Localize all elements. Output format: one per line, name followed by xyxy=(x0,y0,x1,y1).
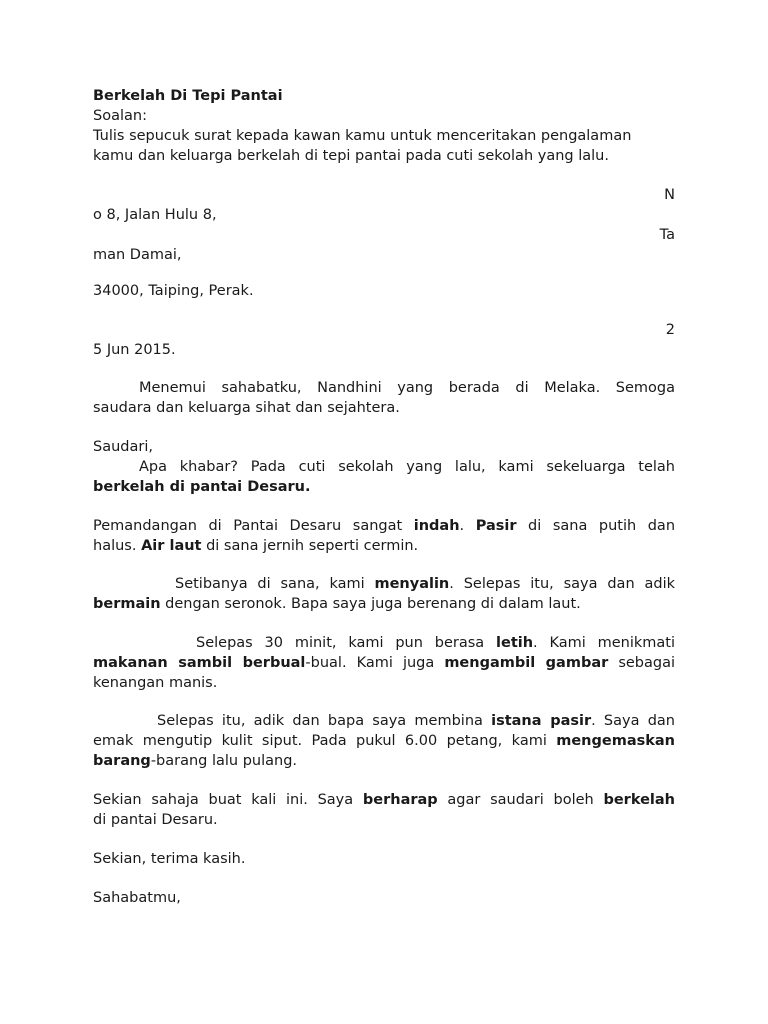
greeting-line-1: Menemui sahabatku, Nandhini yang berada di Melaka. Semoga xyxy=(139,380,675,396)
para2-text-d: di sana putih dan xyxy=(516,518,676,534)
address-fragment-right-1: N xyxy=(664,187,675,203)
para4-bold-letih: letih xyxy=(496,635,534,651)
para2-text-e: halus. xyxy=(93,538,142,554)
para2-bold-air-laut: Air laut xyxy=(141,538,202,554)
para1-line-2: berkelah di pantai Desaru. xyxy=(93,479,311,495)
para5-line-2 xyxy=(93,731,675,751)
para3-line-2 xyxy=(93,594,675,614)
para2-line-2 xyxy=(93,536,675,556)
para4-bold-mengambil-gambar: mengambil gambar xyxy=(444,655,609,671)
para6-bold-berkelah: berkelah xyxy=(603,792,675,808)
para4-text-d: -bual. Kami juga xyxy=(305,655,445,671)
para5-text-e: -barang lalu pulang. xyxy=(150,753,298,769)
para6-text-a: Sekian sahaja buat kali ini. Saya xyxy=(93,792,363,808)
para2-bold-pasir: Pasir xyxy=(475,518,517,534)
para3-text-a: Setibanya di sana, kami xyxy=(175,576,375,592)
para4-bold-makanan: makanan sambil berbual xyxy=(93,655,306,671)
para4-text-c: . Kami menikmati xyxy=(533,635,675,651)
para5-text-d: emak mengutip kulit siput. Pada pukul 6.00 petang, kami xyxy=(93,733,557,749)
document-title: Berkelah Di Tepi Pantai xyxy=(93,88,283,104)
address-line-1: o 8, Jalan Hulu 8, xyxy=(93,207,217,223)
closing-line: Sekian, terima kasih. xyxy=(93,851,246,867)
para5-bold-mengemaskan: mengemaskan xyxy=(556,733,675,749)
para3-text-d: dengan seronok. Bapa saya juga berenang di dalam laut. xyxy=(160,596,581,612)
para6-line-1 xyxy=(93,790,675,810)
para6-text-c: agar saudari boleh xyxy=(437,792,604,808)
question-text-line-2: kamu dan keluarga berkelah di tepi pantai pada cuti sekolah yang lalu. xyxy=(93,148,609,164)
salutation: Saudari, xyxy=(93,439,153,455)
para1-line-1: Apa khabar? Pada cuti sekolah yang lalu, kami sekeluarga telah xyxy=(139,459,675,475)
para5-bold-barang: barang xyxy=(93,753,151,769)
para5-text-a: Selepas itu, adik dan bapa saya membina xyxy=(157,713,492,729)
question-label: Soalan: xyxy=(93,108,147,124)
para4-line-1 xyxy=(196,633,675,653)
para2-line-1 xyxy=(93,516,675,536)
para3-bold-bermain: bermain xyxy=(93,596,161,612)
para5-bold-istana-pasir: istana pasir xyxy=(491,713,592,729)
para3-text-c: . Selepas itu, saya dan adik xyxy=(449,576,675,592)
para2-text-f: di sana jernih seperti cermin. xyxy=(201,538,419,554)
para5-line-3 xyxy=(93,751,675,771)
para4-line-2 xyxy=(93,653,675,673)
address-fragment-right-2: Ta xyxy=(659,227,675,243)
para4-line-3: kenangan manis. xyxy=(93,675,218,691)
para5-line-1 xyxy=(157,711,675,731)
para4-text-a: Selepas 30 minit, kami pun berasa xyxy=(196,635,497,651)
signoff-line: Sahabatmu, xyxy=(93,890,181,906)
question-text-line-1: Tulis sepucuk surat kepada kawan kamu untuk menceritakan pengalaman xyxy=(93,128,632,144)
greeting-line-2: saudara dan keluarga sihat dan sejahtera. xyxy=(93,400,400,416)
para2-text-a: Pemandangan di Pantai Desaru sangat xyxy=(93,518,414,534)
para5-text-c: . Saya dan xyxy=(591,713,675,729)
para2-text-c: . xyxy=(459,518,476,534)
para2-bold-indah: indah xyxy=(413,518,460,534)
para6-bold-berharap: berharap xyxy=(362,792,438,808)
para3-line-1 xyxy=(175,574,675,594)
address-line-2: man Damai, xyxy=(93,247,182,263)
para4-text-e: sebagai xyxy=(608,655,676,671)
address-line-3: 34000, Taiping, Perak. xyxy=(93,283,254,299)
para3-bold-menyalin: menyalin xyxy=(374,576,450,592)
date-fragment-right: 2 xyxy=(665,322,675,338)
date-line: 5 Jun 2015. xyxy=(93,342,176,358)
para6-line-2: di pantai Desaru. xyxy=(93,812,218,828)
